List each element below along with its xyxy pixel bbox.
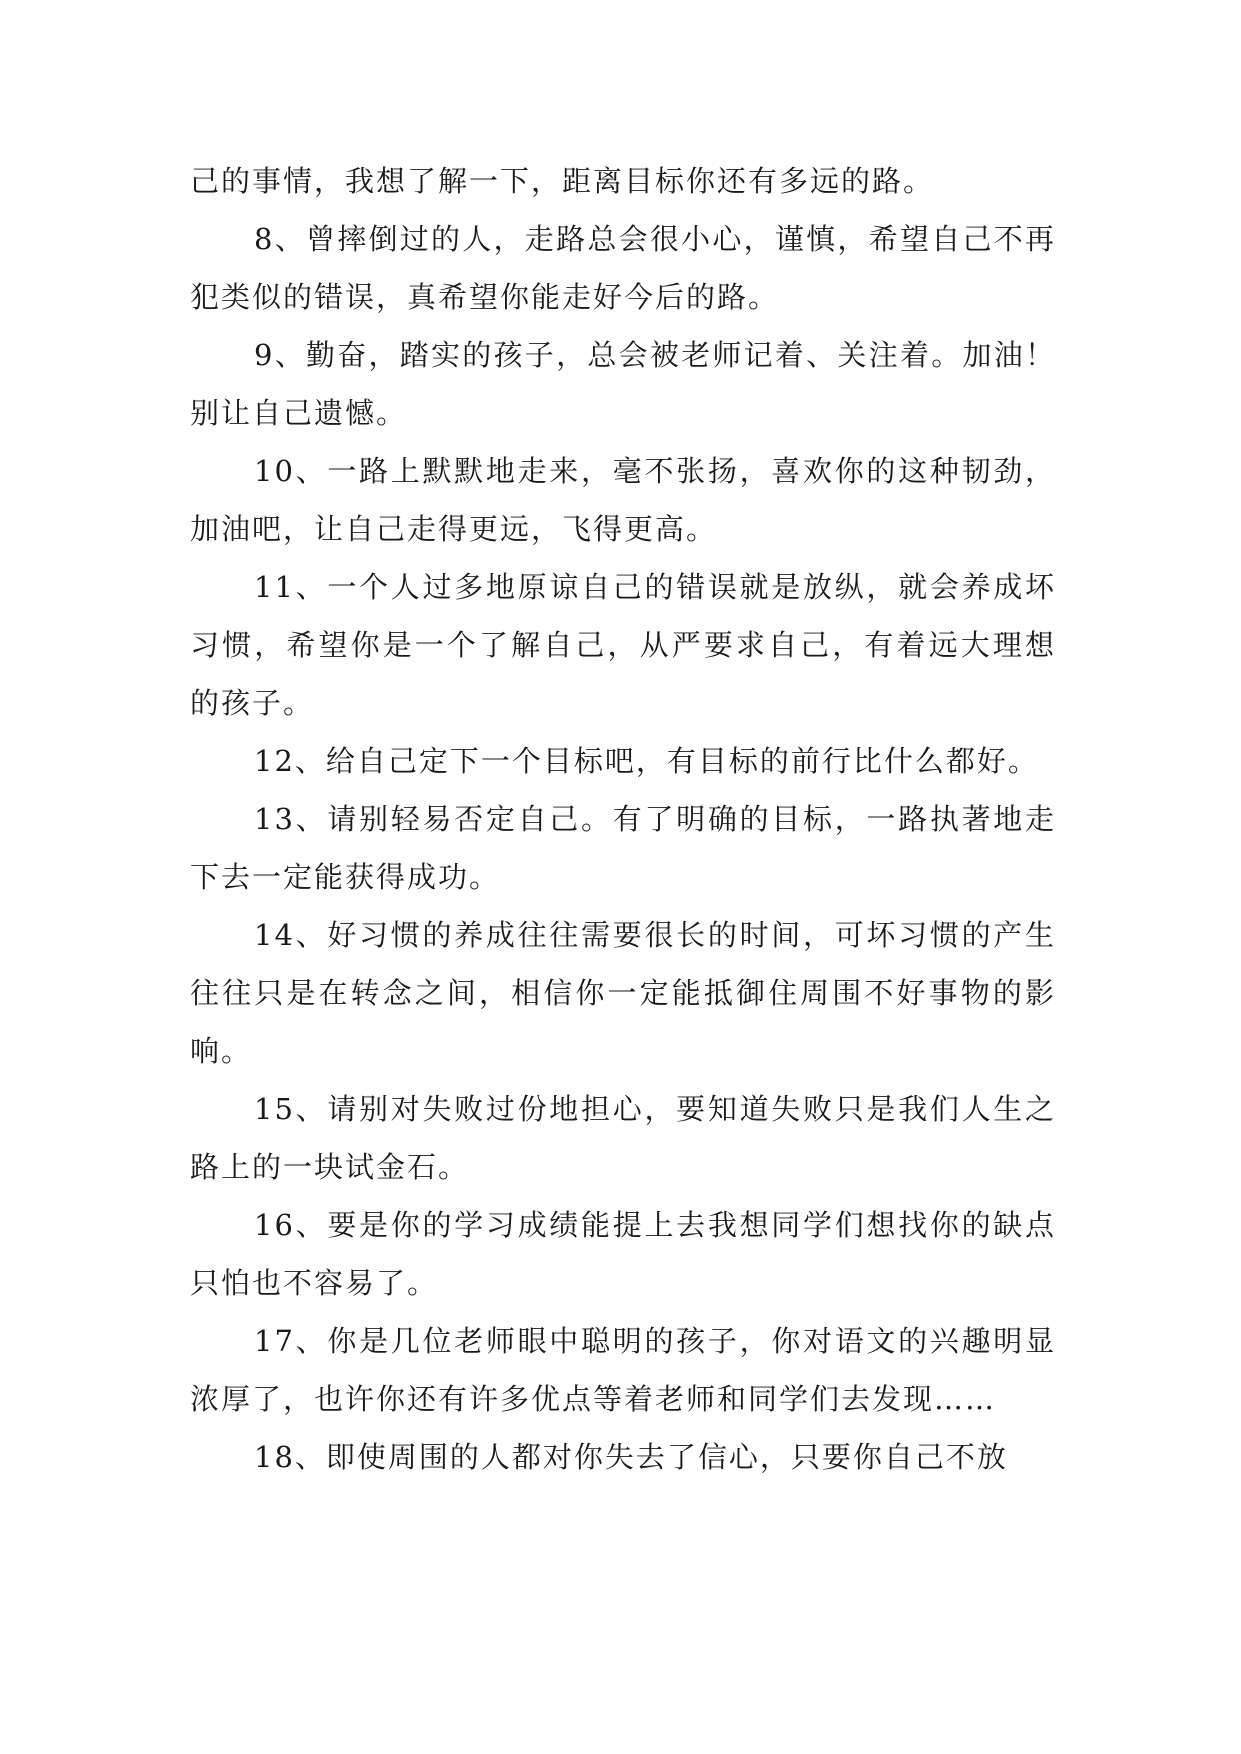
paragraph-12: 12、给自己定下一个目标吧，有目标的前行比什么都好。 xyxy=(254,744,1039,778)
paragraph-18: 18、即使周围的人都对你失去了信心，只要你自己不放 xyxy=(254,1440,1008,1474)
paragraph-16: 16、要是你的学习成绩能提上去我想同学们想找你的缺点只怕也不容易了。 xyxy=(190,1208,1056,1300)
paragraph-9: 9、勤奋，踏实的孩子，总会被老师记着、关注着。加油！别让自己遗憾。 xyxy=(190,338,1056,430)
document-body xyxy=(190,152,1056,1486)
paragraph-13: 13、请别轻易否定自己。有了明确的目标，一路执著地走下去一定能获得成功。 xyxy=(190,802,1056,894)
paragraph-15: 15、请别对失败过份地担心，要知道失败只是我们人生之路上的一块试金石。 xyxy=(190,1092,1056,1184)
paragraph-continued: 己的事情，我想了解一下，距离目标你还有多远的路。 xyxy=(190,164,935,198)
paragraph-10: 10、一路上默默地走来，毫不张扬，喜欢你的这种韧劲，加油吧，让自己走得更远，飞得更高。 xyxy=(190,454,1056,546)
paragraph-14: 14、好习惯的养成往往需要很长的时间，可坏习惯的产生往往只是在转念之间，相信你一定能抵御住周围不好事物的影响。 xyxy=(190,918,1056,1068)
paragraph-17: 17、你是几位老师眼中聪明的孩子，你对语文的兴趣明显浓厚了，也许你还有许多优点等着老师和同学们去发现…… xyxy=(190,1324,1056,1416)
paragraph-8: 8、曾摔倒过的人，走路总会很小心，谨慎，希望自己不再犯类似的错误，真希望你能走好今后的路。 xyxy=(190,222,1056,314)
paragraph-11: 11、一个人过多地原谅自己的错误就是放纵，就会养成坏习惯，希望你是一个了解自己，从严要求自己，有着远大理想的孩子。 xyxy=(190,570,1056,720)
